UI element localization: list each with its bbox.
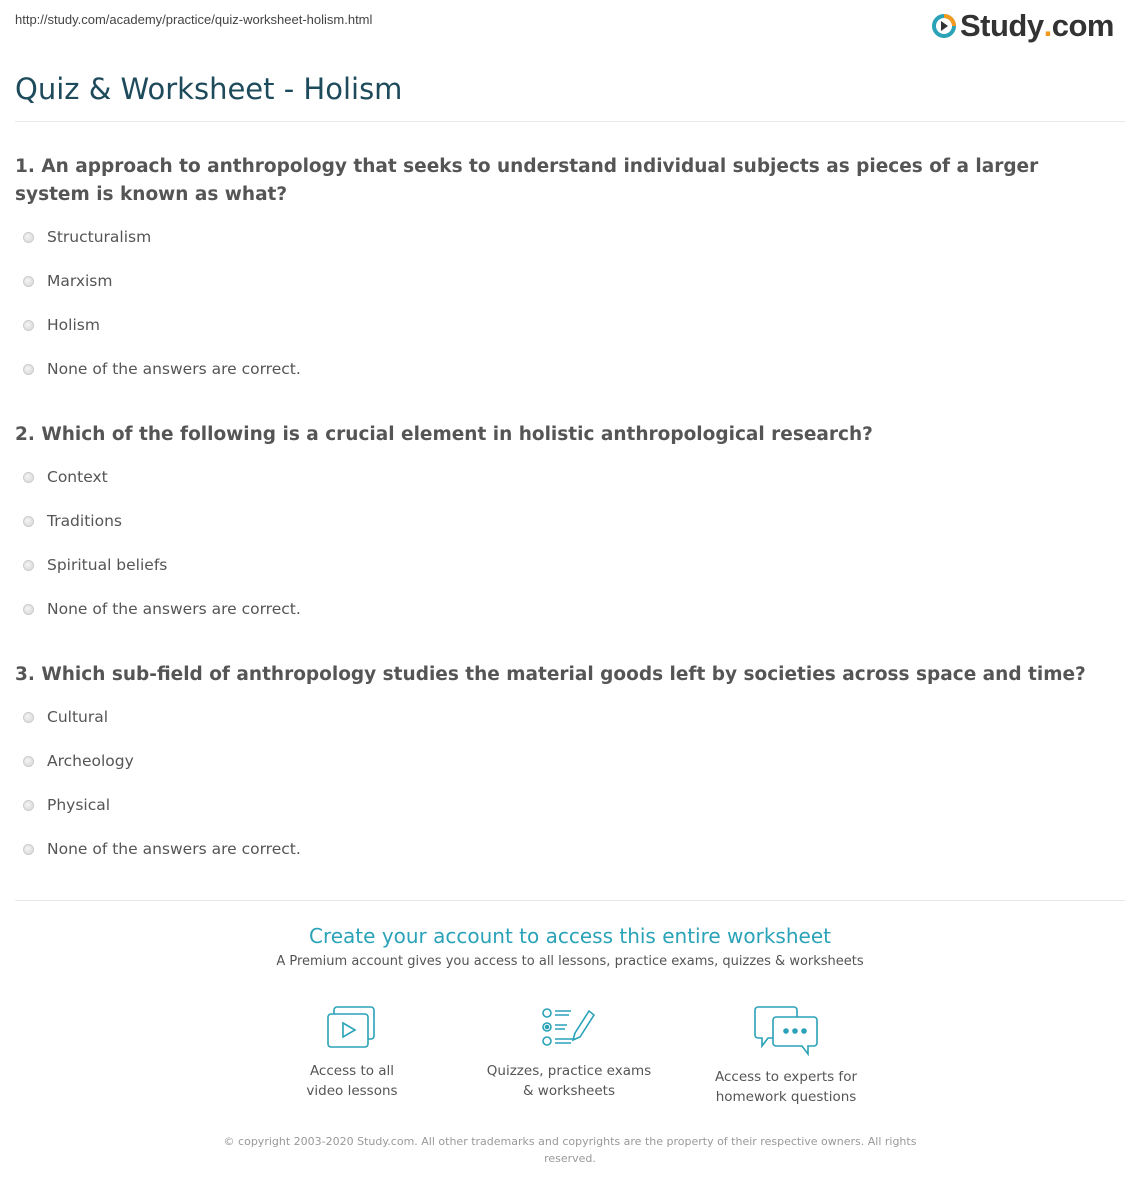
divider	[15, 121, 1125, 122]
answer-option[interactable]	[23, 468, 108, 486]
video-lessons-icon	[326, 1005, 378, 1051]
answer-option[interactable]	[23, 796, 110, 814]
create-account-link[interactable]: Create your account to access this entire worksheet	[309, 924, 831, 948]
logo-name: Study	[960, 8, 1044, 43]
radio-button[interactable]	[23, 516, 34, 527]
feature-experts	[686, 1005, 886, 1107]
quiz-checklist-icon	[541, 1005, 597, 1051]
play-logo-icon	[931, 13, 957, 39]
feature-label: video lessons	[306, 1083, 398, 1099]
option-label: Context	[47, 468, 108, 486]
question-2: 2. Which of the following is a crucial element in holistic anthropological research?	[15, 424, 873, 445]
radio-button[interactable]	[23, 472, 34, 483]
radio-button[interactable]	[23, 712, 34, 723]
page-url: http://study.com/academy/practice/quiz-worksheet-holism.html	[15, 12, 373, 27]
radio-button[interactable]	[23, 604, 34, 615]
radio-button[interactable]	[23, 560, 34, 571]
radio-button[interactable]	[23, 364, 34, 375]
answer-option[interactable]	[23, 556, 167, 574]
answer-option[interactable]	[23, 708, 108, 726]
feature-label: Access to experts for	[714, 1069, 857, 1085]
logo-dot: .	[1043, 8, 1052, 43]
logo-tld: com	[1051, 8, 1114, 43]
option-label: None of the answers are correct.	[47, 360, 301, 378]
option-label: Physical	[47, 796, 111, 814]
study-logo[interactable]	[931, 8, 1114, 44]
answer-option[interactable]	[23, 840, 301, 858]
divider	[15, 900, 1125, 901]
answer-option[interactable]	[23, 360, 301, 378]
answer-option[interactable]	[23, 272, 112, 290]
option-label: Marxism	[47, 272, 113, 290]
feature-label: Quizzes, practice exams	[486, 1063, 652, 1079]
radio-button[interactable]	[23, 320, 34, 331]
question-3: 3. Which sub-field of anthropology studies the material goods left by societies across space and time?	[15, 664, 1086, 685]
option-label: Spiritual beliefs	[47, 556, 168, 574]
radio-button[interactable]	[23, 756, 34, 767]
feature-label: homework questions	[715, 1089, 857, 1105]
answer-option[interactable]	[23, 512, 122, 530]
radio-button[interactable]	[23, 844, 34, 855]
radio-button[interactable]	[23, 232, 34, 243]
feature-video-lessons	[252, 1005, 452, 1101]
radio-button[interactable]	[23, 800, 34, 811]
answer-option[interactable]	[23, 600, 301, 618]
answer-option[interactable]	[23, 752, 134, 770]
option-label: Archeology	[47, 752, 134, 770]
chat-bubbles-icon	[754, 1005, 818, 1057]
option-label: Traditions	[47, 512, 122, 530]
option-label: Holism	[47, 316, 100, 334]
page-title: Quiz & Worksheet - Holism	[15, 72, 403, 106]
option-label: None of the answers are correct.	[47, 840, 301, 858]
answer-option[interactable]	[23, 316, 100, 334]
answer-option[interactable]	[23, 228, 151, 246]
copyright-footer: © copyright 2003-2020 Study.com. All other trademarks and copyrights are the property of their respective owners. All rights reserved.	[223, 1135, 917, 1165]
feature-label: Access to all	[309, 1063, 395, 1079]
option-label: Cultural	[47, 708, 109, 726]
feature-quizzes	[469, 1005, 669, 1101]
radio-button[interactable]	[23, 276, 34, 287]
option-label: None of the answers are correct.	[47, 600, 301, 618]
feature-label: & worksheets	[522, 1083, 615, 1099]
question-1: 1. An approach to anthropology that seeks to understand individual subjects as pieces of a larger system is known as what?	[15, 156, 1039, 205]
option-label: Structuralism	[47, 228, 152, 246]
cta-subtitle: A Premium account gives you access to all lessons, practice exams, quizzes & worksheets	[276, 954, 864, 969]
